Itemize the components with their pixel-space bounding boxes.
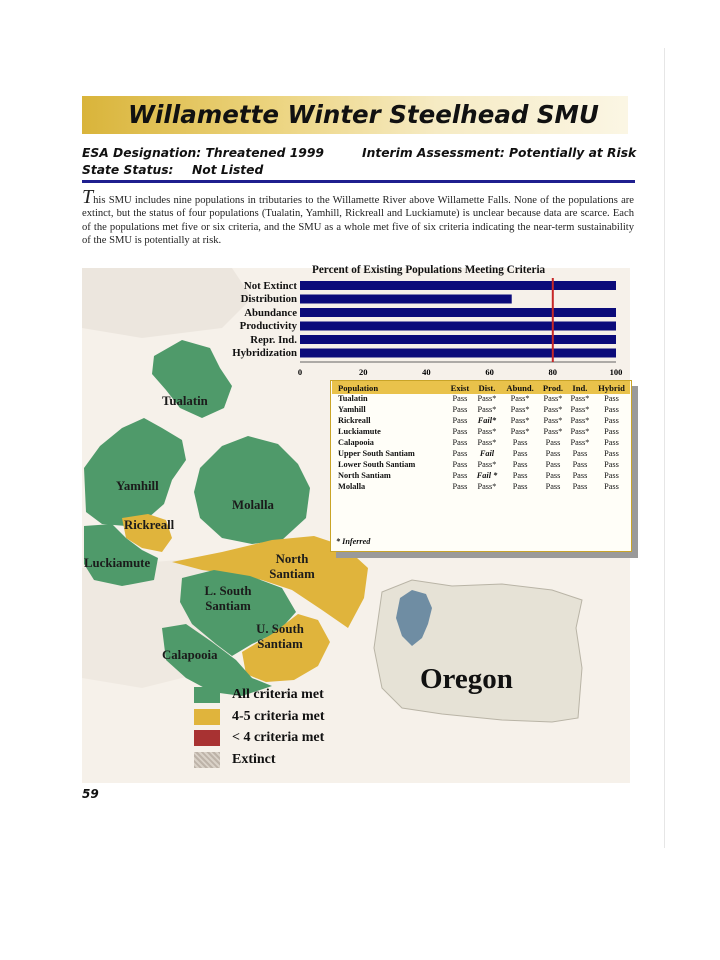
legend-partial: 4-5 criteria met bbox=[232, 709, 325, 724]
criteria-bar-chart bbox=[296, 278, 626, 378]
table-row bbox=[332, 394, 630, 405]
criteria-cell: Pass bbox=[545, 460, 561, 469]
criteria-cell: Pass bbox=[545, 482, 561, 491]
bar-hybridization bbox=[300, 349, 616, 358]
criteria-cell: Pass* bbox=[570, 427, 590, 436]
legend-swatch-few bbox=[194, 730, 220, 746]
label-rickreall: Rickreall bbox=[124, 518, 175, 532]
table-header-cell: Abund. bbox=[501, 381, 539, 394]
criteria-cell: Fail * bbox=[476, 471, 498, 480]
criteria-cell: Pass* bbox=[570, 416, 590, 425]
criteria-cell: Pass bbox=[572, 482, 588, 491]
population-cell: Tualatin bbox=[338, 394, 368, 403]
molalla-region bbox=[194, 436, 310, 544]
x-tick-label: 100 bbox=[609, 367, 623, 377]
criteria-cell: Pass bbox=[512, 438, 528, 447]
bar-productivity bbox=[300, 322, 616, 331]
population-cell: Luckiamute bbox=[338, 427, 381, 436]
table-header-row bbox=[332, 381, 630, 394]
bar-repr-ind- bbox=[300, 335, 616, 344]
label-l-south-santiam: L. South Santiam bbox=[204, 584, 252, 613]
table-header-cell: Population bbox=[332, 381, 447, 394]
label-luckiamute: Luckiamute bbox=[84, 556, 151, 570]
population-cell: North Santiam bbox=[338, 471, 391, 480]
bar-abundance bbox=[300, 308, 616, 317]
bar-distribution bbox=[300, 295, 512, 304]
table-row bbox=[332, 438, 630, 449]
criteria-cell: Pass* bbox=[510, 405, 530, 414]
legend-swatch-extinct bbox=[194, 752, 220, 768]
legend-swatch-all-met bbox=[194, 687, 220, 703]
page-title: Willamette Winter Steelhead SMU bbox=[128, 100, 599, 129]
land-background-shape bbox=[82, 268, 252, 338]
label-calapooia: Calapooia bbox=[162, 648, 218, 662]
oregon-label: Oregon bbox=[420, 663, 513, 695]
criteria-cell: Pass bbox=[452, 471, 468, 480]
table-row bbox=[332, 427, 630, 438]
criteria-cell: Pass* bbox=[570, 438, 590, 447]
criteria-cell: Pass bbox=[452, 438, 468, 447]
criteria-cell: Pass* bbox=[510, 427, 530, 436]
legend-swatch-partial bbox=[194, 709, 220, 725]
criteria-cell: Pass* bbox=[543, 416, 563, 425]
criteria-cell: Pass bbox=[512, 471, 528, 480]
criteria-cell: Pass bbox=[604, 438, 619, 447]
bar-label: Productivity bbox=[239, 320, 297, 332]
criteria-cell: Pass bbox=[452, 482, 468, 491]
criteria-cell: Pass* bbox=[477, 394, 497, 403]
criteria-cell: Pass* bbox=[510, 416, 530, 425]
table-header-cell: Prod. bbox=[539, 381, 567, 394]
table-row bbox=[332, 482, 630, 493]
label-yamhill: Yamhill bbox=[116, 479, 159, 493]
criteria-cell: Pass bbox=[452, 460, 468, 469]
x-tick-label: 40 bbox=[422, 367, 431, 377]
bar-label: Hybridization bbox=[232, 347, 297, 359]
table-row bbox=[332, 471, 630, 482]
criteria-cell: Pass* bbox=[570, 405, 590, 414]
table-row bbox=[332, 416, 630, 427]
label-tualatin: Tualatin bbox=[162, 394, 208, 408]
criteria-cell: Pass* bbox=[477, 460, 497, 469]
criteria-cell: Pass* bbox=[543, 405, 563, 414]
population-cell: Upper South Santiam bbox=[338, 449, 415, 458]
criteria-cell: Pass bbox=[572, 449, 588, 458]
esa-designation: ESA Designation: Threatened 1999 bbox=[82, 146, 324, 160]
table-header-cell: Ind. bbox=[567, 381, 593, 394]
table-row bbox=[332, 405, 630, 416]
drop-cap: T bbox=[82, 186, 94, 208]
criteria-cell: Pass bbox=[604, 405, 619, 414]
table-row bbox=[332, 449, 630, 460]
criteria-cell: Pass* bbox=[477, 427, 497, 436]
page-edge bbox=[664, 48, 665, 848]
bar-label: Abundance bbox=[244, 306, 297, 319]
criteria-cell: Pass bbox=[512, 449, 528, 458]
criteria-cell: Pass bbox=[604, 394, 619, 403]
x-tick-label: 20 bbox=[358, 367, 368, 377]
criteria-cell: Pass bbox=[452, 449, 468, 458]
legend-all-met: All criteria met bbox=[232, 687, 324, 702]
intro-text: his SMU includes nine populations in tributaries to the Willamette River above Willamette Falls. None of the populations are extinct, but the status of four populations (Tualatin, Yamhill, Rickreall and Luckiamute) is unclear because data are scarce. Each of the populations met five or six criteria, and the SMU as a whole met five of six criteria indicating the near-term sustainability of the SMU is potentially at risk. bbox=[82, 195, 634, 247]
x-tick-label: 60 bbox=[485, 367, 494, 377]
criteria-cell: Pass* bbox=[477, 405, 497, 414]
table-row bbox=[332, 460, 630, 471]
legend-few: < 4 criteria met bbox=[232, 730, 325, 745]
criteria-table bbox=[332, 381, 630, 493]
criteria-cell: Fail bbox=[479, 449, 495, 458]
table-footnote: * Inferred bbox=[336, 537, 371, 546]
yamhill-region bbox=[84, 418, 186, 526]
population-cell: Molalla bbox=[338, 482, 366, 491]
criteria-cell: Pass bbox=[452, 416, 468, 425]
table-header-cell: Exist bbox=[447, 381, 473, 394]
label-molalla: Molalla bbox=[232, 498, 274, 512]
criteria-cell: Pass* bbox=[570, 394, 590, 403]
criteria-cell: Pass bbox=[604, 449, 619, 458]
criteria-cell: Pass bbox=[604, 471, 619, 480]
population-cell: Lower South Santiam bbox=[338, 460, 416, 469]
criteria-cell: Pass* bbox=[543, 394, 563, 403]
criteria-cell: Fail* bbox=[477, 416, 497, 425]
criteria-cell: Pass bbox=[512, 460, 528, 469]
criteria-cell: Pass bbox=[452, 405, 468, 414]
criteria-cell: Pass* bbox=[477, 482, 497, 491]
bar-not-extinct bbox=[300, 281, 616, 290]
criteria-cell: Pass bbox=[545, 438, 561, 447]
criteria-cell: Pass* bbox=[510, 394, 530, 403]
criteria-cell: Pass bbox=[572, 460, 588, 469]
bar-label: Not Extinct bbox=[243, 279, 297, 292]
chart-title: Percent of Existing Populations Meeting Criteria bbox=[312, 264, 546, 276]
criteria-cell: Pass bbox=[545, 449, 561, 458]
criteria-cell: Pass bbox=[604, 482, 619, 491]
state-status-value: Not Listed bbox=[192, 163, 264, 177]
bar-label: Repr. Ind. bbox=[250, 333, 297, 346]
intro-paragraph bbox=[82, 186, 634, 248]
page-number: 59 bbox=[82, 787, 99, 801]
criteria-cell: Pass bbox=[545, 471, 561, 480]
state-status-label: State Status: bbox=[82, 163, 174, 177]
criteria-cell: Pass bbox=[452, 394, 468, 403]
table-body bbox=[332, 394, 630, 493]
criteria-cell: Pass bbox=[572, 471, 588, 480]
criteria-cell: Pass* bbox=[543, 427, 563, 436]
interim-assessment: Interim Assessment: Potentially at Risk bbox=[362, 146, 637, 160]
label-north-santiam: North Santiam bbox=[269, 552, 315, 581]
population-cell: Rickreall bbox=[338, 416, 371, 425]
label-u-south-santiam: U. South Santiam bbox=[256, 622, 304, 651]
x-tick-label: 80 bbox=[548, 367, 558, 377]
table-header-cell: Dist. bbox=[473, 381, 501, 394]
criteria-cell: Pass bbox=[604, 427, 619, 436]
population-cell: Calapooia bbox=[338, 438, 374, 447]
x-tick-label: 0 bbox=[297, 367, 303, 377]
criteria-cell: Pass bbox=[604, 416, 619, 425]
legend-extinct: Extinct bbox=[232, 752, 276, 767]
criteria-cell: Pass* bbox=[477, 438, 497, 447]
table-header-cell: Hybrid bbox=[593, 381, 630, 394]
criteria-cell: Pass bbox=[452, 427, 468, 436]
criteria-cell: Pass bbox=[512, 482, 528, 491]
bar-label: Distribution bbox=[240, 293, 297, 305]
criteria-cell: Pass bbox=[604, 460, 619, 469]
header-rule bbox=[82, 180, 635, 183]
population-cell: Yamhill bbox=[338, 405, 366, 414]
